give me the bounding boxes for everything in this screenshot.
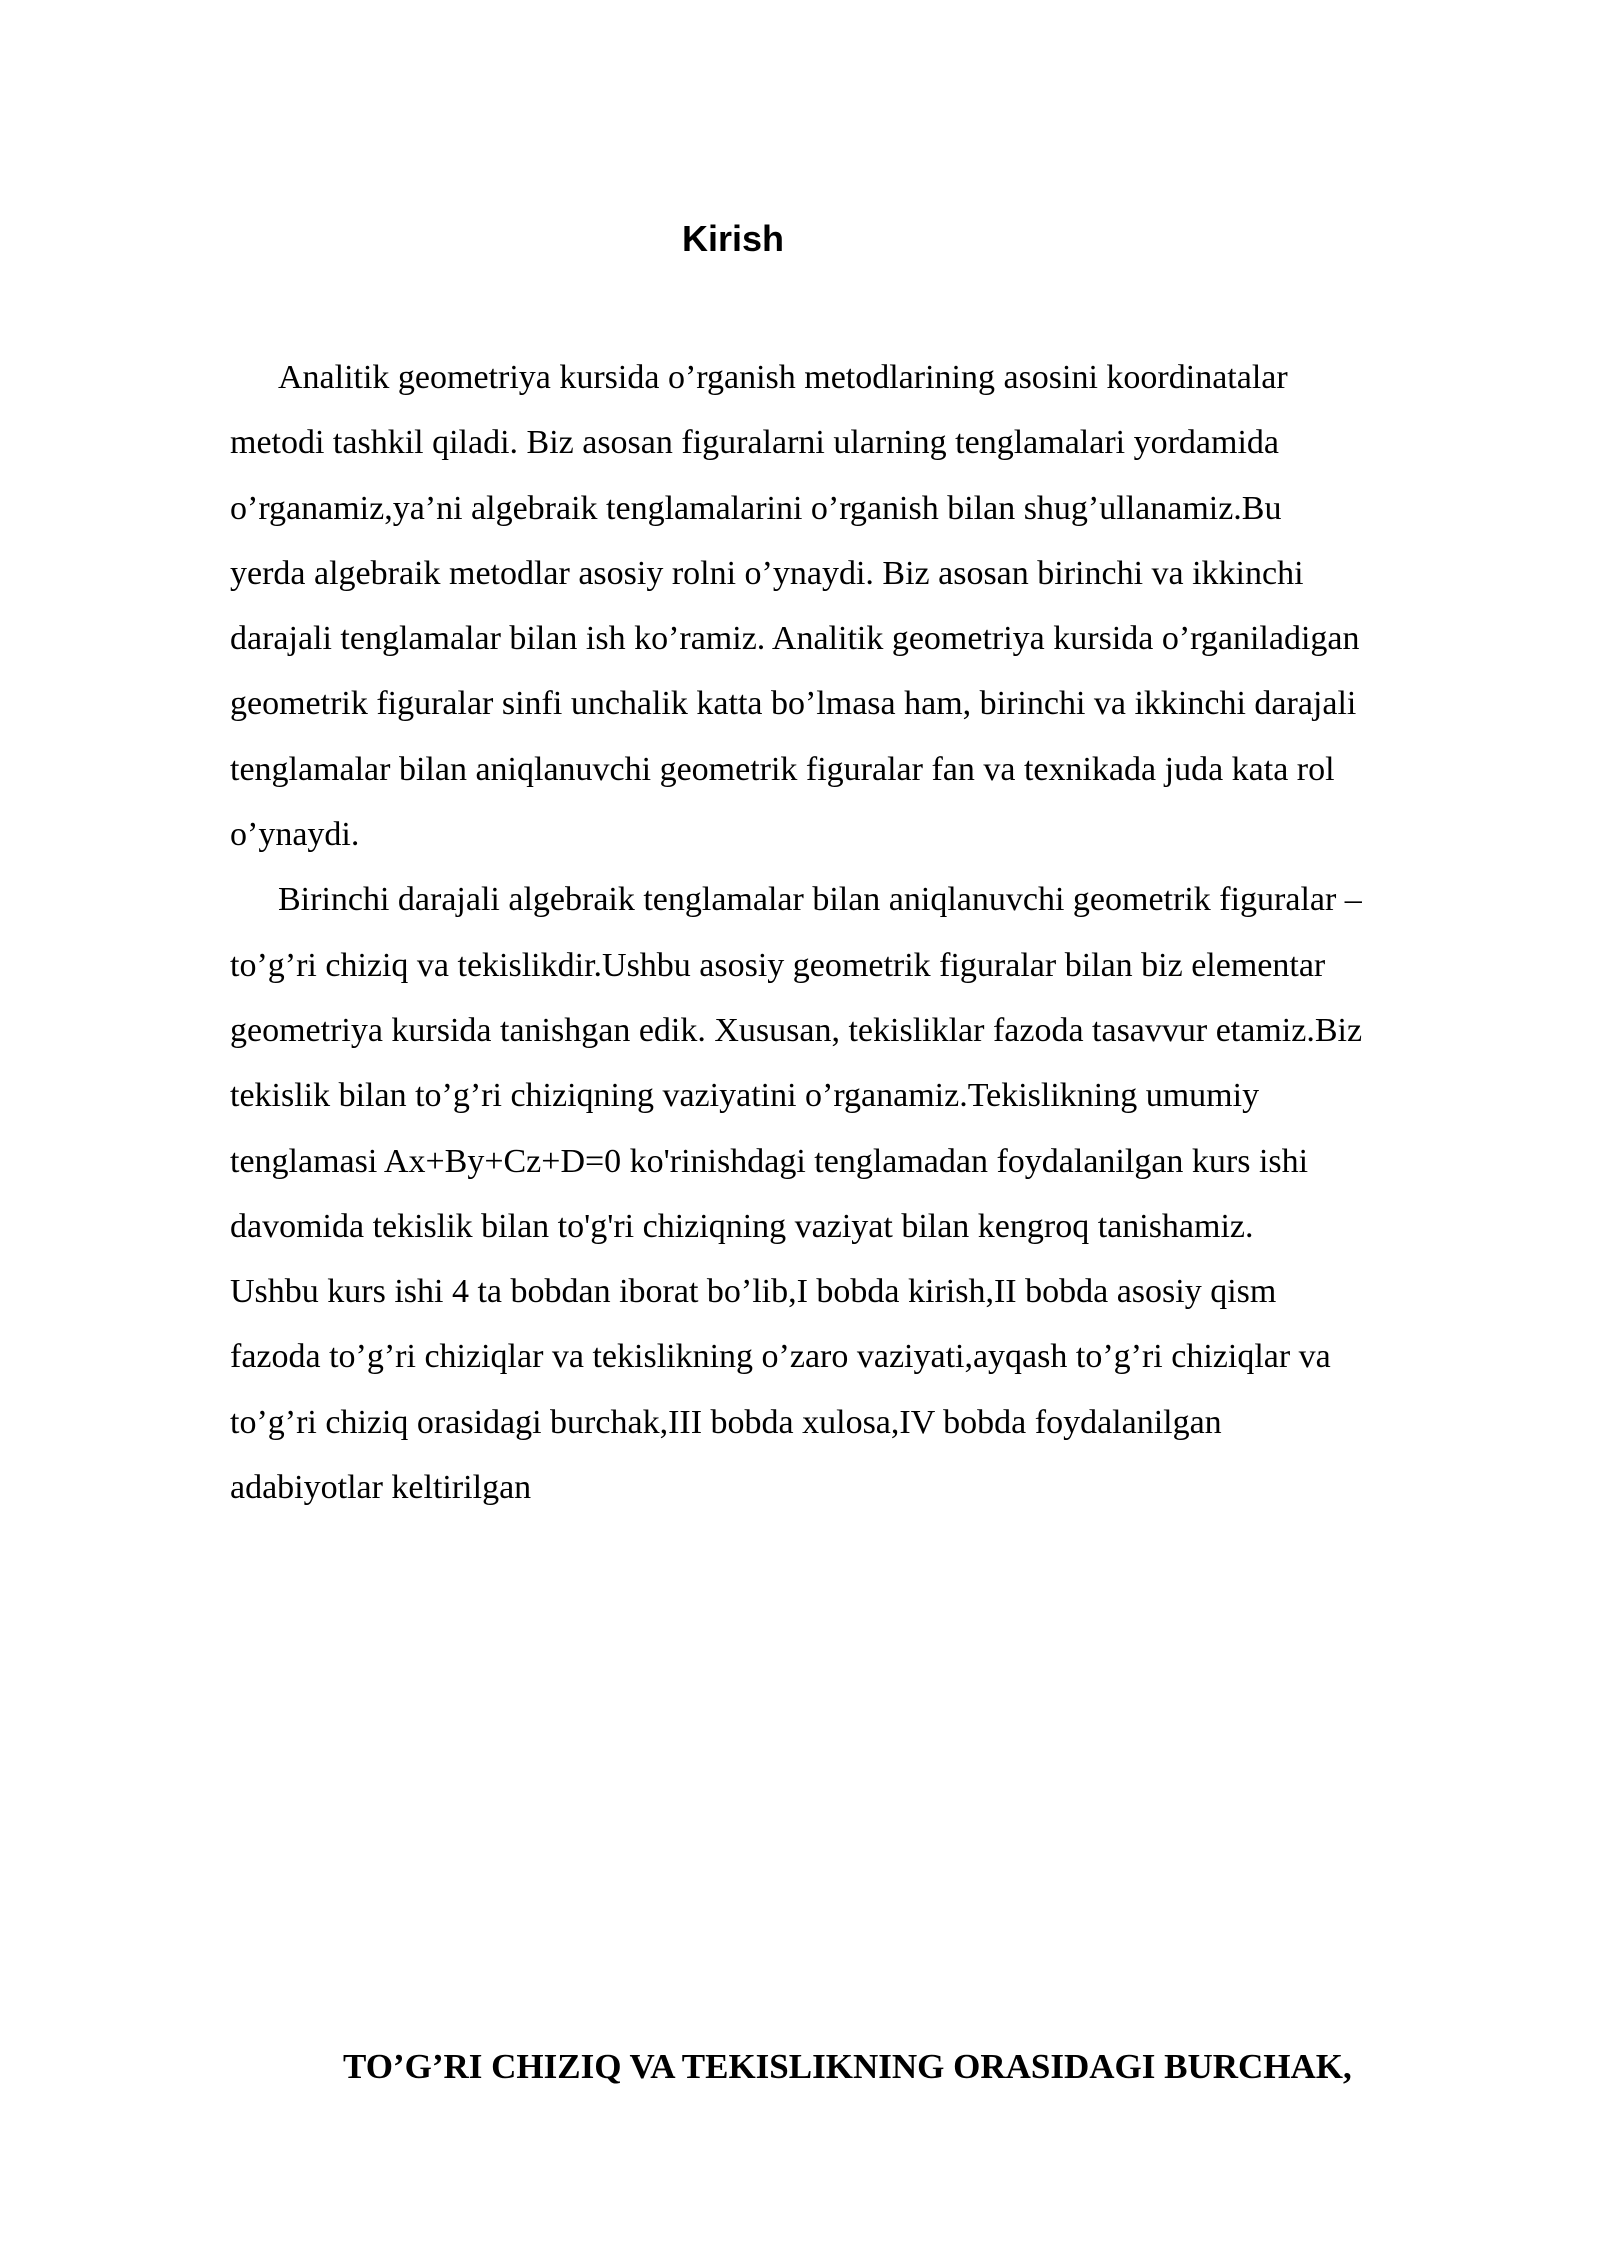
paragraph-line: Analitik geometriya kursida o’rganish metodlarining asosini koordinatalar bbox=[278, 359, 1288, 396]
paragraph-line: fazoda to’g’ri chiziqlar va tekislikning o’zaro vaziyati,ayqash to’g’ri chiziqlar va bbox=[230, 1338, 1331, 1376]
paragraph-line: metodi tashkil qiladi. Biz asosan figuralarni ularning tenglamalari yordamida bbox=[230, 424, 1279, 462]
paragraph-line: geometriya kursida tanishgan edik. Xususan, tekisliklar fazoda tasavvur etamiz.Biz bbox=[230, 1011, 1363, 1049]
paragraph-line: tenglamalar bilan aniqlanuvchi geometrik figuralar fan va texnikada juda kata rol bbox=[230, 750, 1335, 788]
paragraph-line: adabiyotlar keltirilgan bbox=[230, 1469, 532, 1507]
paragraph-line: davomida tekislik bilan to'g'ri chiziqning vaziyat bilan kengroq tanishamiz. bbox=[230, 1207, 1254, 1245]
paragraph-line: o’ynaydi. bbox=[230, 816, 360, 854]
page-heading: Kirish bbox=[682, 218, 785, 259]
paragraph-line: o’rganamiz,ya’ni algebraik tenglamalarini o’rganish bilan shug’ullanamiz.Bu bbox=[230, 489, 1282, 527]
paragraph-line: to’g’ri chiziq orasidagi burchak,III bobda xulosa,IV bobda foydalanilgan bbox=[230, 1403, 1222, 1441]
section-title: TO’G’RI CHIZIQ VA TEKISLIKNING ORASIDAGI BURCHAK, bbox=[343, 2047, 1352, 2086]
paragraph-line: Ushbu kurs ishi 4 ta bobdan iborat bo’lib,I bobda kirish,II bobda asosiy qism bbox=[230, 1273, 1277, 1311]
paragraph-line: yerda algebraik metodlar asosiy rolni o’ynaydi. Biz asosan birinchi va ikkinchi bbox=[230, 554, 1304, 592]
paragraph-line: Birinchi darajali algebraik tenglamalar bilan aniqlanuvchi geometrik figuralar – bbox=[278, 881, 1362, 919]
body-text bbox=[230, 345, 1500, 1520]
paragraph-line: to’g’ri chiziq va tekislikdir.Ushbu asosiy geometrik figuralar bilan biz elementar bbox=[230, 946, 1326, 984]
paragraph-line: geometrik figuralar sinfi unchalik katta bo’lmasa ham, birinchi va ikkinchi darajali bbox=[230, 685, 1357, 723]
paragraph-line: tenglamasi Ax+By+Cz+D=0 ko'rinishdagi tenglamadan foydalanilgan kurs ishi bbox=[230, 1142, 1309, 1180]
paragraph-line: tekislik bilan to’g’ri chiziqning vaziyatini o’rganamiz.Tekislikning umumiy bbox=[230, 1077, 1260, 1115]
paragraph-line: darajali tenglamalar bilan ish ko’ramiz. Analitik geometriya kursida o’rganiladigan bbox=[230, 620, 1360, 658]
